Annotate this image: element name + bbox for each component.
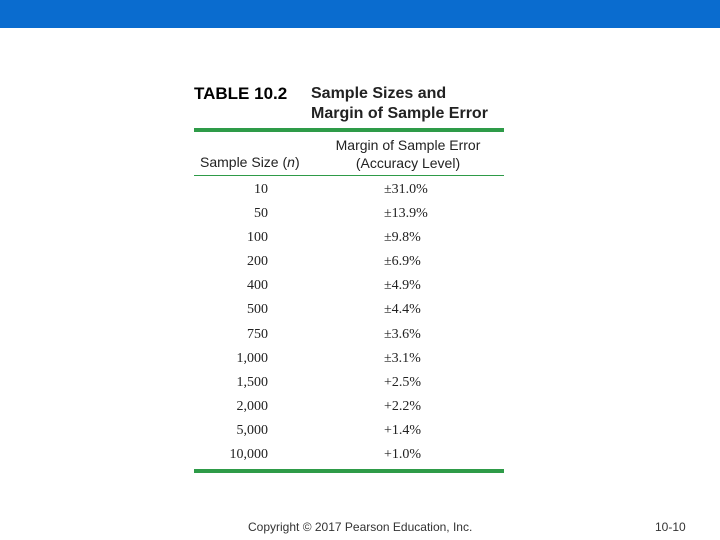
margin-cell: +1.4% [384, 422, 422, 438]
margin-cell: +2.2% [384, 398, 422, 414]
sample-size-cell: 10,000 [229, 447, 268, 463]
caption-line-2: Margin of Sample Error [311, 105, 488, 122]
table-row [194, 443, 504, 467]
table-row [194, 298, 504, 322]
sample-size-cell: 750 [247, 326, 268, 342]
margin-cell: ±4.9% [384, 278, 421, 294]
table-row [194, 395, 504, 419]
column-header-margin: Margin of Sample Error (Accuracy Level) [335, 137, 481, 171]
table-caption [311, 84, 511, 124]
sample-size-cell: 400 [247, 278, 268, 294]
sample-size-cell: 2,000 [236, 398, 268, 414]
table-row [194, 250, 504, 274]
copyright-footer: Copyright © 2017 Pearson Education, Inc. [248, 520, 473, 534]
sample-size-cell: 500 [247, 302, 268, 318]
margin-cell: ±3.6% [384, 326, 421, 342]
sample-size-table [194, 80, 504, 473]
margin-cell: ±31.0% [384, 182, 428, 197]
sample-size-cell: 1,000 [236, 350, 268, 366]
margin-cell: ±9.8% [384, 230, 421, 246]
sample-size-cell: 50 [254, 206, 268, 222]
table-row [194, 202, 504, 226]
caption-line-1: Sample Sizes and [311, 85, 447, 102]
margin-cell: ±3.1% [384, 350, 421, 366]
margin-cell: ±4.4% [384, 302, 421, 318]
table-row [194, 226, 504, 250]
top-banner [0, 0, 720, 28]
table-title [194, 80, 504, 128]
slide-number: 10-10 [655, 520, 686, 534]
table-row [194, 323, 504, 347]
table-body [194, 176, 504, 467]
table-number: TABLE 10.2 [194, 84, 288, 103]
column-header-sample-size: Sample Size (n) [200, 154, 300, 170]
table-row [194, 274, 504, 298]
margin-cell: ±13.9% [384, 206, 428, 222]
bottom-rule [194, 469, 504, 473]
table-row [194, 419, 504, 443]
margin-cell: +2.5% [384, 374, 422, 390]
margin-cell: +1.0% [384, 447, 422, 463]
margin-cell: ±6.9% [384, 254, 421, 270]
column-header-row [194, 132, 504, 175]
table-row [194, 371, 504, 395]
sample-size-cell: 100 [247, 230, 268, 246]
table-row [194, 347, 504, 371]
sample-size-cell: 5,000 [236, 422, 268, 438]
sample-size-cell: 1,500 [236, 374, 268, 390]
table-row [194, 178, 504, 202]
sample-size-cell: 10 [254, 182, 268, 197]
sample-size-cell: 200 [247, 254, 268, 270]
